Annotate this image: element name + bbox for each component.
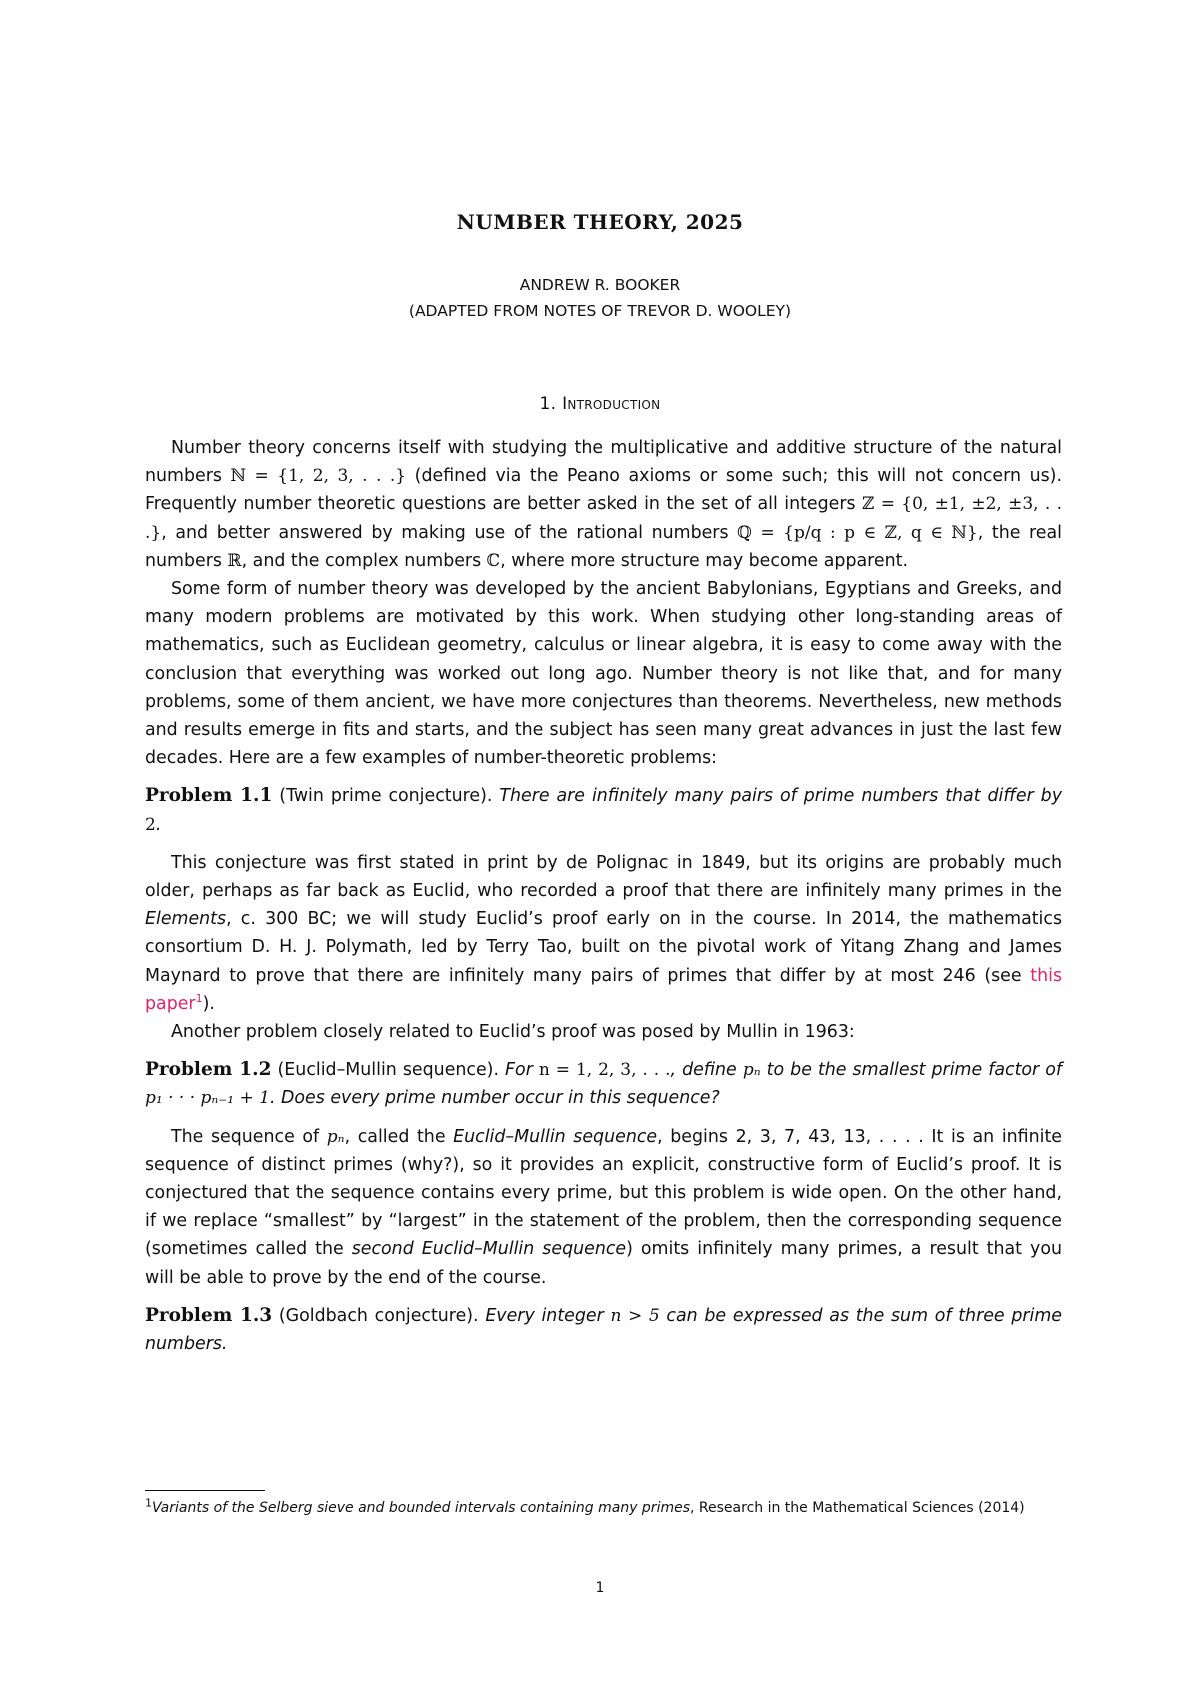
problem-1-3 (145, 1302, 1062, 1358)
math-integers: ℤ = {0, ±1, ±2, ±3, . . .} (145, 494, 1062, 543)
paragraph-twin-primes (145, 849, 1062, 1018)
paper-link[interactable]: this paper (145, 965, 1062, 1014)
footnote-source: , Research in the Mathematical Sciences (2014) (690, 1500, 1025, 1516)
problem-1-1 (145, 782, 1062, 838)
paper-title: NUMBER THEORY, 2025 (456, 210, 744, 234)
text-run: , c. 300 BC; we will study Euclid’s proof early on in the course. In 2014, the mathematics consortium D. H. J. Polymath, led by Terry Tao, built on the pivotal work of Yitang Zhang and James Maynard to prove that there are infinitely many pairs of primes that differ by at most 246 (see (145, 909, 1062, 986)
text-run: , begins 2, 3, 7, 43, 13, . . . . It is an infinite sequence of distinct primes (why?), so it provides an explicit, constructive form of Euclid’s proof. It is conjectured that the sequence contains every prime, but this problem is wide open. On the other hand, if we replace “smallest” by “largest” in the statement of the problem, then the corresponding sequence (sometimes called the (145, 1126, 1063, 1260)
paragraph-intro (145, 434, 1062, 575)
problem-1-2 (145, 1056, 1062, 1112)
text-run: The sequence of (171, 1126, 327, 1147)
footnote-paper-title: Variants of the Selberg sieve and bounded intervals containing many primes (152, 1500, 691, 1516)
math-complex: ℂ (486, 550, 501, 571)
section-number: 1. (539, 394, 557, 414)
section-title: Introduction (562, 394, 661, 414)
problem-label: Problem 1.3 (145, 1304, 273, 1326)
author-block (0, 272, 1200, 324)
math-pn: pₙ (326, 1126, 345, 1147)
footnote-number: 1 (145, 1496, 152, 1510)
text-run: (defined via the Peano axioms or some such; this will not concern us). Frequently number theoretic questions are better asked in the set of all integers (145, 466, 1062, 515)
text-run: , and the complex numbers (241, 550, 487, 571)
paragraph-mullin: Another problem closely related to Euclid’s proof was posed by Mullin in 1963: (171, 1022, 855, 1043)
problem-statement: There are infinitely many pairs of prime numbers that differ by (492, 786, 1063, 807)
text-run: . (155, 814, 162, 835)
elements-title: Elements (145, 909, 227, 930)
text-run: , called the (344, 1126, 454, 1147)
footnote (145, 1497, 1062, 1519)
math-reals: ℝ (227, 550, 242, 571)
text-run: Number theory concerns itself with studying the multiplicative and additive structure of the natural numbers (145, 438, 1062, 487)
body-text (145, 434, 1062, 1368)
text-run: , define (670, 1060, 743, 1081)
text-run: Every integer (478, 1305, 611, 1326)
paragraph-euclid-mullin (145, 1123, 1062, 1292)
footnote-mark[interactable]: 1 (195, 992, 203, 1006)
term-euclid-mullin: Euclid–Mullin sequence (453, 1126, 658, 1147)
text-run: . Does every prime number occur in this sequence? (269, 1088, 720, 1109)
paragraph-history: Some form of number theory was developed by the ancient Babylonians, Egyptians and Greeks, and many modern problems are motivated by this work. When studying other long-standing areas of mathematics, such as Euclidean geometry, calculus or linear algebra, it is easy to come away with the conclusion that everything was worked out long ago. Number theory is not like that, and for many problems, some of them ancient, we have more conjectures than theorems. Nevertheless, new methods and results emerge in fits and starts, and the subject has seen many great advances in just the last few decades. Here are a few examples of number-theoretic problems: (145, 579, 1062, 769)
page-number: 1 (595, 1580, 605, 1596)
problem-name: (Euclid–Mullin sequence). (271, 1060, 499, 1081)
problem-name: (Twin prime conjecture). (272, 786, 493, 807)
footnote-rule (145, 1490, 265, 1491)
text-run: This conjecture was first stated in print by de Polignac in 1849, but its origins are probably much older, perhaps as far back as Euclid, who recorded a proof that there are infinitely many primes in the (145, 852, 1062, 902)
text-run: , and better answered by making use of the rational numbers (161, 522, 738, 543)
section-heading (0, 394, 1200, 414)
text-run: , where more structure may become apparent. (500, 550, 908, 571)
problem-label: Problem 1.1 (145, 785, 273, 807)
math-n-gt-5: n > 5 (610, 1305, 660, 1326)
math-product: p₁ · · · pₙ₋₁ + 1 (145, 1088, 270, 1109)
text-run: For (499, 1060, 539, 1081)
problem-name: (Goldbach conjecture). (272, 1305, 479, 1326)
text-run: ) omits infinitely many primes, a result that you will be able to prove by the end of the course. (145, 1239, 1062, 1288)
text-run: can be expressed as the sum of three prime numbers. (145, 1305, 1063, 1355)
text-run: , the real numbers (145, 522, 1062, 571)
math-n-range: n = 1, 2, 3, . . . (538, 1060, 671, 1081)
math-two: 2 (145, 814, 156, 835)
term-second-euclid-mullin: second Euclid–Mullin sequence (351, 1239, 627, 1260)
text-run: to be the smallest prime factor of (760, 1060, 1062, 1081)
math-pn: pₙ (742, 1060, 761, 1081)
problem-label: Problem 1.2 (145, 1059, 272, 1081)
author-name: ANDREW R. BOOKER (519, 276, 681, 294)
text-run: ). (202, 993, 215, 1014)
math-naturals: ℕ = {1, 2, 3, . . .} (230, 466, 407, 487)
math-rationals: ℚ = {p/q : p ∈ ℤ, q ∈ ℕ} (737, 522, 978, 543)
adapted-note: (ADAPTED FROM NOTES OF TREVOR D. WOOLEY) (408, 302, 792, 320)
